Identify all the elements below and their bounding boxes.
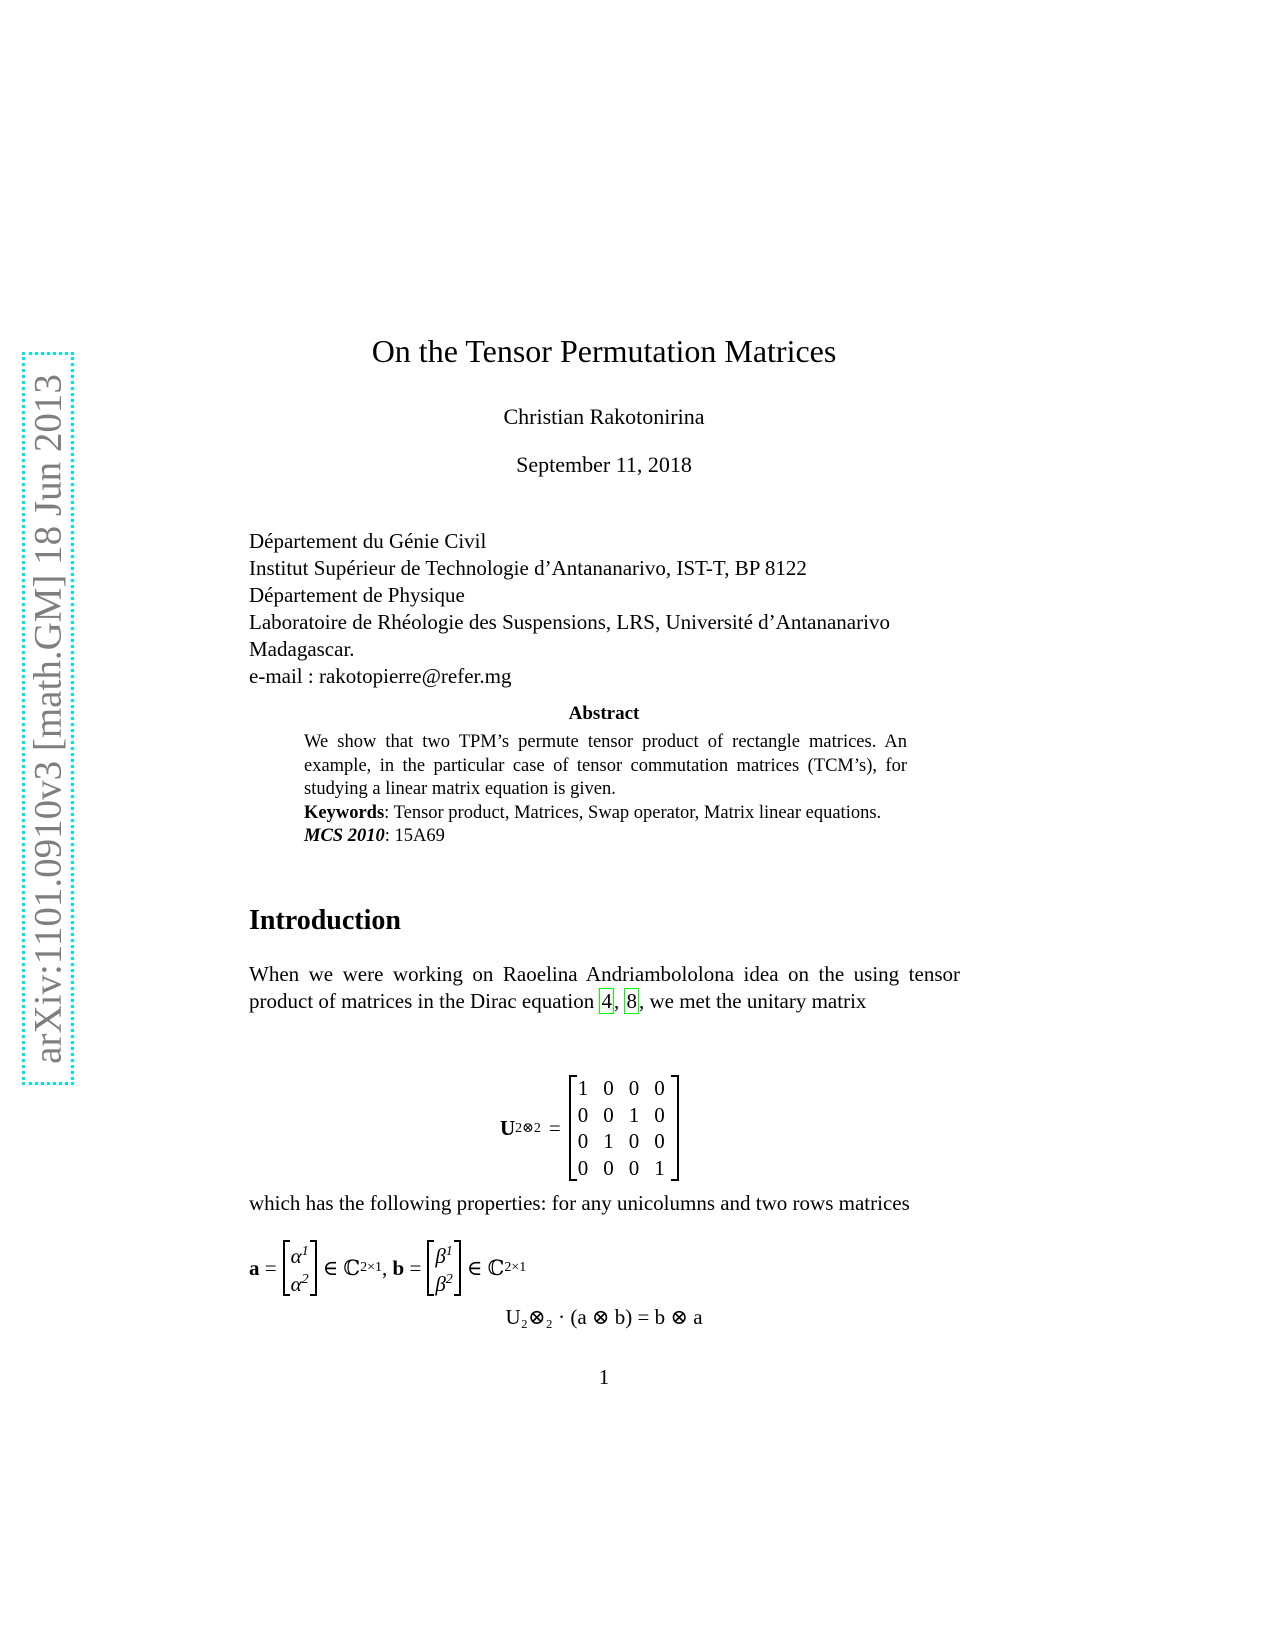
- matrix-cell: 0: [577, 1155, 589, 1180]
- text: When we were working on Raoelina Andriambololona idea on the using tensor product of matrices in the Dirac equation: [249, 962, 960, 1013]
- author: Christian Rakotonirina: [503, 404, 705, 429]
- matrix-symbol: U: [500, 1115, 516, 1140]
- matrix: [569, 1075, 679, 1181]
- abstract: [304, 731, 907, 849]
- vector-a: $\alpha^1$ $\alpha^2$: [283, 1240, 317, 1296]
- matrix-cell: 1: [654, 1155, 665, 1180]
- keywords-label: Keywords: [304, 802, 385, 823]
- matrix-cell: 0: [603, 1102, 614, 1127]
- keywords: [304, 802, 907, 826]
- matrix-row: [573, 1155, 675, 1182]
- affiliation-line: Madagascar.: [249, 637, 355, 661]
- matrix-cell: 1: [603, 1129, 614, 1153]
- matrix-cell: 0: [577, 1102, 589, 1127]
- abstract-heading: Abstract: [568, 703, 640, 724]
- properties-paragraph: which has the following properties: for any unicolumns and two rows matrices: [249, 1191, 910, 1215]
- mcs-text: : 15A69: [384, 826, 445, 846]
- citation-link[interactable]: 8: [626, 989, 637, 1013]
- text: ,: [613, 989, 625, 1013]
- matrix-cell: 0: [654, 1129, 665, 1153]
- keywords-text: : Tensor product, Matrices, Swap operator, Matrix linear equations.: [384, 802, 882, 823]
- affiliation-line: Département de Physique: [249, 583, 465, 607]
- text: , we met the unitary matrix: [638, 989, 867, 1013]
- email-line: e-mail : rakotopierre@refer.mg: [249, 664, 512, 688]
- matrix-row: [573, 1075, 675, 1102]
- matrix-cell: 0: [603, 1155, 614, 1180]
- vector-b: $\beta^1$ $\beta^2$: [427, 1240, 460, 1296]
- matrix-cell: 0: [628, 1076, 640, 1100]
- equals: =: [548, 1115, 561, 1140]
- affiliation-line: Institut Supérieur de Technologie d’Antananarivo, IST-T, BP 8122: [249, 556, 807, 580]
- matrix-row: [573, 1102, 675, 1129]
- matrix-row: [573, 1128, 675, 1155]
- intro-paragraph: [249, 961, 960, 1015]
- affiliation-line: Département du Génie Civil: [249, 529, 487, 553]
- date: September 11, 2018: [516, 452, 692, 477]
- mcs: [304, 825, 907, 849]
- arxiv-identifier: arXiv:1101.0910v3 [math.GM] 18 Jun 2013: [26, 373, 70, 1064]
- matrix-cell: 1: [628, 1102, 640, 1127]
- matrix-cell: 0: [577, 1129, 589, 1153]
- matrix-cell: 0: [603, 1076, 614, 1100]
- vector-definitions: a = $\alpha^1$ $\alpha^2$ ∈ ℂ 2×1 , b = $\beta^1$ $\beta^2$ ∈ ℂ 2×1: [249, 1240, 526, 1296]
- affiliation-line: Laboratoire de Rhéologie des Suspensions, LRS, Université d’Antananarivo: [249, 610, 890, 634]
- swap-equation: U₂⊗₂ · (a ⊗ b) = b ⊗ a: [505, 1305, 703, 1329]
- page-number: 1: [598, 1365, 610, 1389]
- paper-title: On the Tensor Permutation Matrices: [371, 333, 837, 369]
- matrix-cell: 0: [654, 1076, 665, 1100]
- matrix-cell: 0: [628, 1155, 640, 1180]
- mcs-label: MCS 2010: [304, 826, 385, 846]
- affiliation: [249, 528, 890, 690]
- section-heading: Introduction: [249, 905, 401, 936]
- matrix-cell: 0: [628, 1129, 640, 1153]
- matrix-equation: [500, 1075, 679, 1181]
- abstract-text: We show that two TPM’s permute tensor product of rectangle matrices. An example, in the particular case of tensor commutation matrices (TCM’s), for studying a linear matrix equation is given.: [304, 732, 907, 799]
- citation-link[interactable]: 4: [601, 989, 612, 1013]
- matrix-cell: 0: [654, 1102, 665, 1127]
- matrix-subscript: 2⊗2: [515, 1120, 541, 1136]
- matrix-cell: 1: [577, 1076, 589, 1100]
